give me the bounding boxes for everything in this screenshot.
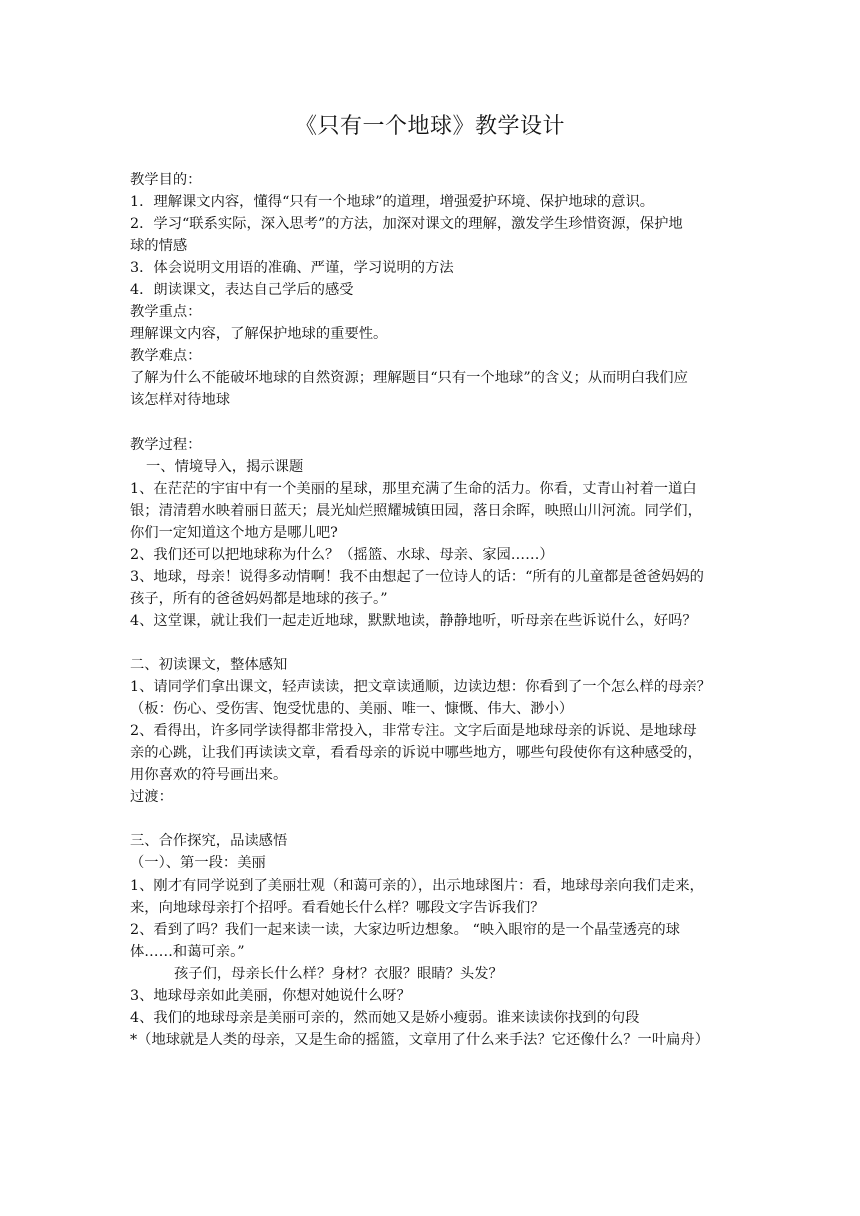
objective-1: 1．理解课文内容，懂得“只有一个地球”的道理，增强爱护环境、保护地球的意识。	[130, 194, 655, 211]
document-title: 《只有一个地球》教学设计	[294, 114, 565, 139]
difficulty-text: 了解为什么不能破坏地球的自然资源；理解题目“只有一个地球”的含义；从而明白我们应	[130, 370, 688, 387]
paragraph-line: *（地球就是人类的母亲，又是生命的摇篮，文章用了什么来手法？它还像什么？一叶扁舟）	[130, 1031, 710, 1048]
difficulty-text-cont: 该怎样对待地球	[130, 392, 231, 409]
transition-label: 过渡：	[130, 789, 173, 806]
paragraph-line: 体……和蔼可亲。”	[130, 943, 245, 960]
objective-3: 3．体会说明文用语的准确、严谨，学习说明的方法	[130, 260, 454, 277]
section-heading-process: 教学过程：	[130, 436, 202, 453]
paragraph-line: 3、地球母亲如此美丽，你想对她说什么呀？	[130, 987, 411, 1004]
step-heading-2: 二、初读课文，整体感知	[130, 657, 288, 674]
objective-2: 2．学习“联系实际，深入思考”的方法，加深对课文的理解，激发学生珍惜资源，保护地	[130, 216, 683, 233]
step-heading-1: 一、情境导入，揭示课题	[146, 458, 304, 475]
section-heading-key-points: 教学重点：	[130, 304, 202, 321]
paragraph-line: 用你喜欢的符号画出来。	[130, 767, 288, 784]
paragraph-line: 3、地球，母亲！说得多动情啊！我不由想起了一位诗人的话：“所有的儿童都是爸爸妈妈的	[130, 568, 704, 585]
objective-4: 4．朗读课文，表达自己学后的感受	[130, 282, 354, 299]
blank-line	[130, 808, 732, 830]
sub-step-heading: （一）、第一段：美丽	[130, 855, 266, 872]
paragraph-line: 银；清清碧水映着丽日蓝天；晨光灿烂照耀城镇田园，落日余晖，映照山川河流。同学们，	[130, 502, 702, 519]
blank-line	[130, 632, 732, 654]
key-point-text: 理解课文内容，了解保护地球的重要性。	[130, 326, 388, 343]
paragraph-line: 4、这堂课，就让我们一起走近地球，默默地读，静静地听，听母亲在些诉说什么，好吗？	[130, 612, 697, 629]
step-heading-3: 三、合作探究，品读感悟	[130, 833, 288, 850]
document-body	[130, 169, 732, 1051]
blank-line	[130, 412, 732, 434]
paragraph-line: 4、我们的地球母亲是美丽可亲的，然而她又是娇小瘦弱。谁来读读你找到的句段	[130, 1009, 640, 1026]
paragraph-line: 亲的心跳，让我们再读读文章，看看母亲的诉说中哪些地方，哪些句段使你有这种感受的，	[130, 745, 702, 762]
paragraph-line: （板：伤心、受伤害、饱受忧患的、美丽、唯一、慷慨、伟大、渺小）	[130, 701, 574, 718]
paragraph-line: 1、刚才有同学说到了美丽壮观（和蔼可亲的），出示地球图片：看，地球母亲向我们走来，	[130, 877, 704, 894]
paragraph-line: 来，向地球母亲打个招呼。看看她长什么样？哪段文字告诉我们？	[130, 899, 545, 916]
paragraph-line: 1、在茫茫的宇宙中有一个美丽的星球，那里充满了生命的活力。你看，丈青山衬着一道白	[130, 480, 697, 497]
section-heading-objectives: 教学目的：	[130, 172, 202, 188]
paragraph-line-indented: 孩子们，母亲长什么样？身材？衣服？眼睛？头发？	[174, 965, 503, 982]
paragraph-line: 2、我们还可以把地球称为什么？（摇篮、水球、母亲、家园……）	[130, 546, 554, 563]
paragraph-line: 你们一定知道这个地方是哪儿吧?	[130, 524, 338, 541]
section-heading-difficulties: 教学难点：	[130, 348, 202, 365]
paragraph-line: 2、看到了吗？我们一起来读一读，大家边听边想象。 “映入眼帘的是一个晶莹透亮的球	[130, 921, 680, 938]
paragraph-line: 1、请同学们拿出课文，轻声读读，把文章读通顺，边读边想：你看到了一个怎么样的母亲？	[130, 679, 711, 696]
objective-2-cont: 球的情感	[130, 238, 188, 255]
paragraph-line: 孩子，所有的爸爸妈妈都是地球的孩子。”	[130, 590, 388, 607]
paragraph-line: 2、看得出，许多同学读得都非常投入，非常专注。文字后面是地球母亲的诉说、是地球母	[130, 723, 697, 740]
